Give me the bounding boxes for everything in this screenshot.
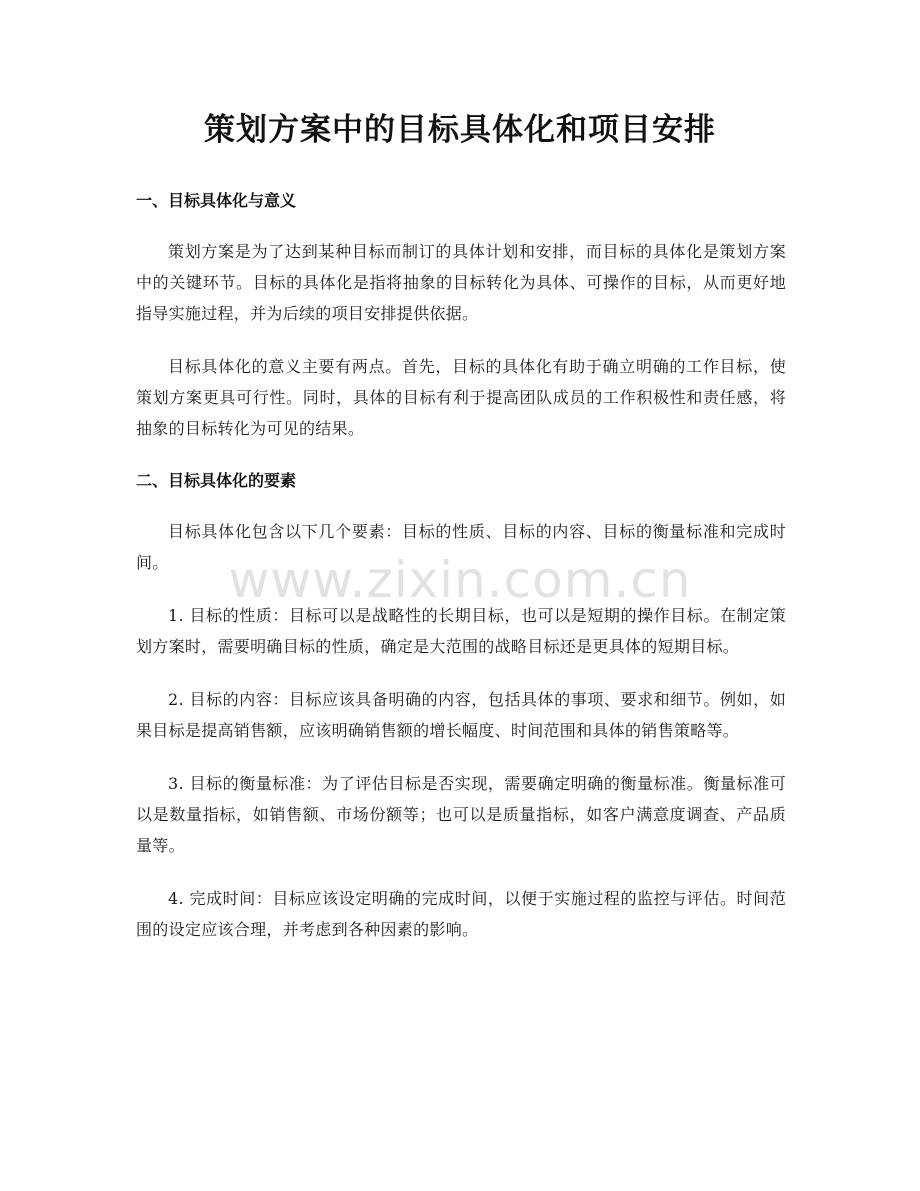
watermark: www.zixin.com.cn — [228, 551, 692, 609]
paragraph: 策划方案是为了达到某种目标而制订的具体计划和安排，而目标的具体化是策划方案中的关键环节。目标的具体化是指将抽象的目标转化为具体、可操作的目标，从而更好地指导实施过程，并为后续的项目安排提供依据。 — [136, 242, 786, 323]
section-heading: 二、目标具体化的要素 — [136, 471, 297, 490]
list-item: 3. 目标的衡量标准：为了评估目标是否实现，需要确定明确的衡量标准。衡量标准可以是数量指标，如销售额、市场份额等；也可以是质量指标，如客户满意度调查、产品质量等。 — [136, 774, 786, 855]
document-title: 策划方案中的目标具体化和项目安排 — [204, 112, 716, 148]
document-body — [136, 186, 786, 945]
list-item: 2. 目标的内容：目标应该具备明确的内容，包括具体的事项、要求和细节。例如，如果目标是提高销售额，应该明确销售额的增长幅度、时间范围和具体的销售策略等。 — [136, 690, 786, 740]
list-item: 1. 目标的性质：目标可以是战略性的长期目标，也可以是短期的操作目标。在制定策划方案时，需要明确目标的性质，确定是大范围的战略目标还是更具体的短期目标。 — [136, 606, 786, 656]
paragraph: 目标具体化包含以下几个要素：目标的性质、目标的内容、目标的衡量标准和完成时间。 — [136, 522, 786, 572]
list-item: 4. 完成时间：目标应该设定明确的完成时间，以便于实施过程的监控与评估。时间范围的设定应该合理，并考虑到各种因素的影响。 — [136, 889, 786, 939]
section-heading: 一、目标具体化与意义 — [136, 191, 297, 210]
paragraph: 目标具体化的意义主要有两点。首先，目标的具体化有助于确立明确的工作目标，使策划方案更具可行性。同时，具体的目标有利于提高团队成员的工作积极性和责任感，将抽象的目标转化为可见的结果。 — [136, 357, 786, 438]
